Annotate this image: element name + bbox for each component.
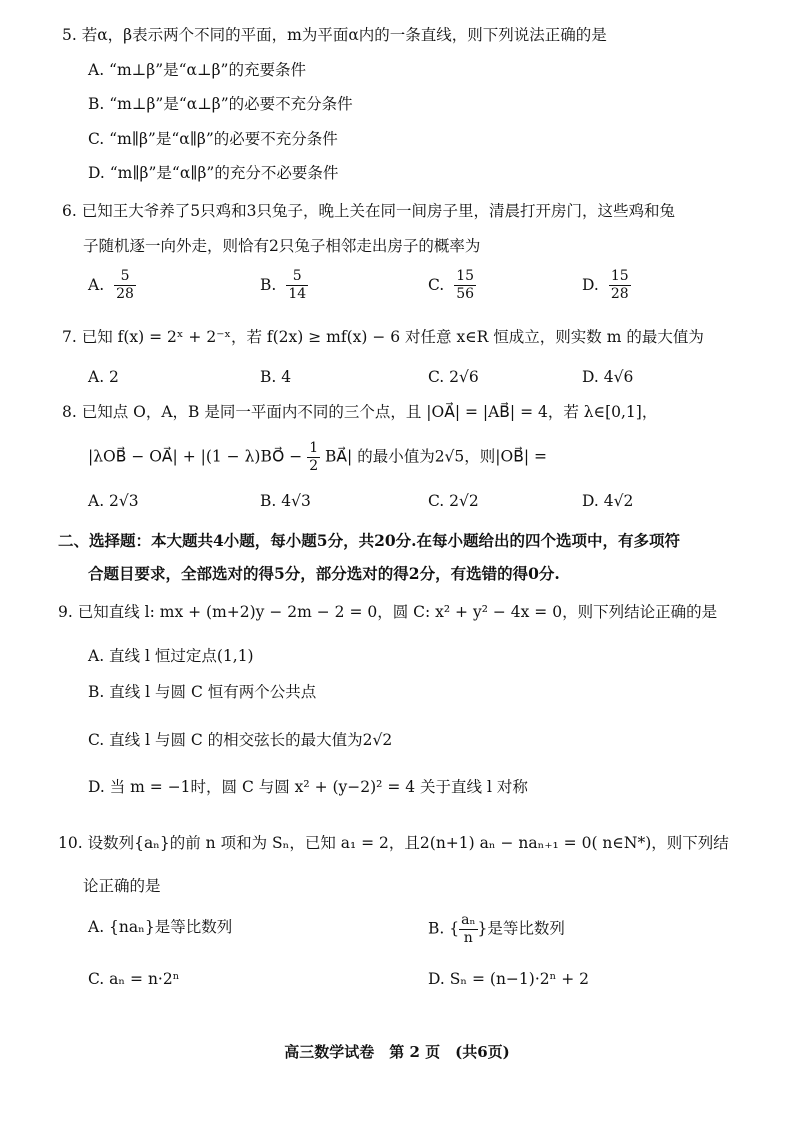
q9-stem: 9. 已知直线 l: mx + (m+2)y − 2m − 2 = 0，圆 C: x² + y² − 4x = 0，则下列结论正确的是 <box>58 603 718 621</box>
q6-c-fraction: $\frac{15}{56}$ <box>456 268 475 302</box>
q6-stem-line1: 6. 已知王大爷养了5只鸡和3只兔子，晚上关在同一间房子里，清晨打开房门，这些鸡和兔 <box>62 202 675 220</box>
q6-d-fraction: $\frac{15}{28}$ <box>610 268 629 302</box>
q10-option-d: D. Sₙ = (n−1)·2ⁿ + 2 <box>428 970 590 988</box>
q8-stem-line1: 8. 已知点 O，A，B 是同一平面内不同的三个点，且 |OA⃗| = |AB⃗| = 4，若 λ∈[0,1]， <box>62 403 658 421</box>
q9-option-c: C. 直线 l 与圆 C 的相交弦长的最大值为2√2 <box>88 731 393 749</box>
q5-stem: 5. 若α，β表示两个不同的平面，m为平面α内的一条直线，则下列说法正确的是 <box>62 26 607 44</box>
q5-option-c: C. “m∥β”是“α∥β”的必要不充分条件 <box>88 130 338 148</box>
q6-option-d: D. $\frac{15}{28}$ <box>582 268 629 302</box>
section2-heading-line1: 二、选择题：本大题共4小题，每小题5分，共20分.在每小题给出的四个选项中，有多项符 <box>58 531 681 550</box>
q8-option-c: C. 2√2 <box>428 492 479 510</box>
page-footer: 高三数学试卷 第 2 页 (共6页) <box>284 1043 510 1061</box>
q9-option-b: B. 直线 l 与圆 C 恒有两个公共点 <box>88 683 317 701</box>
q7-option-a: A. 2 <box>88 368 119 386</box>
q6-option-b: B. $\frac{5}{14}$ <box>260 268 307 302</box>
q8-half-fraction: $\frac{1}{2}$ <box>309 440 319 474</box>
q8-stem-line2: |λOB⃗ − OA⃗| + |(1 − λ)BO⃗ − $\frac{1}{2}$ BA⃗| 的最小值为2√5，则|OB⃗| = <box>88 440 547 474</box>
q6-option-c: C. $\frac{15}{56}$ <box>428 268 475 302</box>
q5-option-b: B. “m⊥β”是“α⊥β”的必要不充分条件 <box>88 95 353 113</box>
q7-option-d: D. 4√6 <box>582 368 634 386</box>
q5-option-a: A. “m⊥β”是“α⊥β”的充要条件 <box>88 61 306 79</box>
q7-option-b: B. 4 <box>260 368 292 386</box>
q8-option-b: B. 4√3 <box>260 492 311 510</box>
q6-a-fraction: $\frac{5}{28}$ <box>116 268 134 302</box>
q10-option-b: B. { $\frac{\text{aₙ}}{n}$ }是等比数列 <box>428 912 565 946</box>
q10-stem-line1: 10. 设数列{aₙ}的前 n 项和为 Sₙ，已知 a₁ = 2，且2(n+1) aₙ − naₙ₊₁ = 0( n∈N*)，则下列结 <box>58 834 729 852</box>
q9-option-a: A. 直线 l 恒过定点(1,1) <box>88 647 254 665</box>
q8-option-a: A. 2√3 <box>88 492 139 510</box>
q6-stem-line2: 子随机逐一向外走，则恰有2只兔子相邻走出房子的概率为 <box>83 237 481 255</box>
q10-b-fraction: $\frac{\text{aₙ}}{n}$ <box>461 912 476 946</box>
q5-option-d: D. “m∥β”是“α∥β”的充分不必要条件 <box>88 164 339 182</box>
q6-b-fraction: $\frac{5}{14}$ <box>288 268 307 302</box>
q7-option-c: C. 2√6 <box>428 368 479 386</box>
q8-option-d: D. 4√2 <box>582 492 634 510</box>
q10-stem-line2: 论正确的是 <box>83 877 161 895</box>
q7-stem: 7. 已知 f(x) = 2ˣ + 2⁻ˣ，若 f(2x) ≥ mf(x) − 6 对任意 x∈R 恒成立，则实数 m 的最大值为 <box>62 328 704 346</box>
q10-option-c: C. aₙ = n·2ⁿ <box>88 970 180 988</box>
q9-option-d: D. 当 m = −1时，圆 C 与圆 x² + (y−2)² = 4 关于直线 l 对称 <box>88 778 528 796</box>
q10-option-a: A. {naₙ}是等比数列 <box>88 918 233 936</box>
q6-option-a: A. $\frac{5}{28}$ <box>88 268 134 302</box>
section2-heading-line2: 合题目要求，全部选对的得5分，部分选对的得2分，有选错的得0分. <box>88 564 560 583</box>
